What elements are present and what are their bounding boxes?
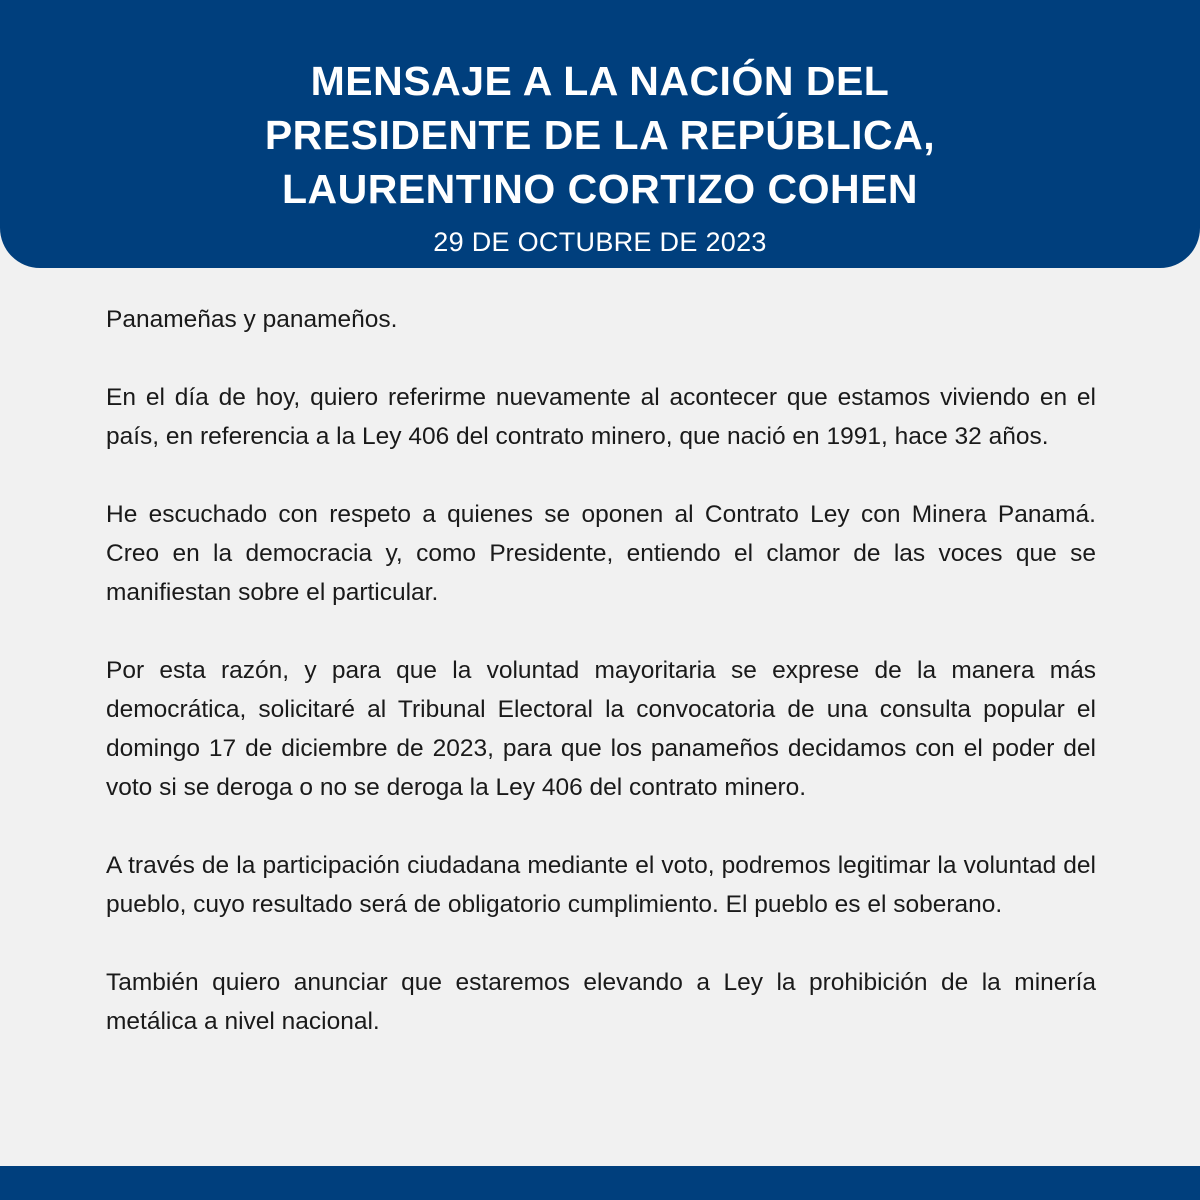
paragraph-greeting: Panameñas y panameños. [106, 306, 398, 333]
header-banner [0, 0, 1200, 268]
title-line-3: LAURENTINO CORTIZO COHEN [281, 166, 919, 212]
title-line-1: MENSAJE A LA NACIÓN DEL [310, 58, 890, 104]
paragraph-4: A través de la participación ciudadana mediante el voto, podremos legitimar la voluntad del pueblo, cuyo resultado será de obligatorio cumplimiento. El pueblo es el soberano. [106, 852, 1096, 918]
message-date: 29 DE OCTUBRE DE 2023 [433, 227, 767, 257]
paragraph-2: He escuchado con respeto a quienes se oponen al Contrato Ley con Minera Panamá. Creo en la democracia y, como Presidente, entiendo el clamor de las voces que se manifiestan sobre el particular. [106, 501, 1096, 606]
paragraph-1: En el día de hoy, quiero referirme nuevamente al acontecer que estamos viviendo en el país, en referencia a la Ley 406 del contrato minero, que nació en 1991, hace 32 años. [106, 384, 1096, 450]
paragraph-3: Por esta razón, y para que la voluntad mayoritaria se exprese de la manera más democrática, solicitaré al Tribunal Electoral la convocatoria de una consulta popular el domingo 17 de diciembre de 2023, para que los panameños decidamos con el poder del voto si se deroga o no se deroga la Ley 406 del contrato minero. [106, 657, 1096, 801]
paragraph-5: También quiero anunciar que estaremos elevando a Ley la prohibición de la minería metálica a nivel nacional. [106, 969, 1096, 1035]
title-line-2: PRESIDENTE DE LA REPÚBLICA, [264, 112, 936, 158]
message-body [106, 300, 1096, 1080]
footer-bar [0, 1166, 1200, 1200]
